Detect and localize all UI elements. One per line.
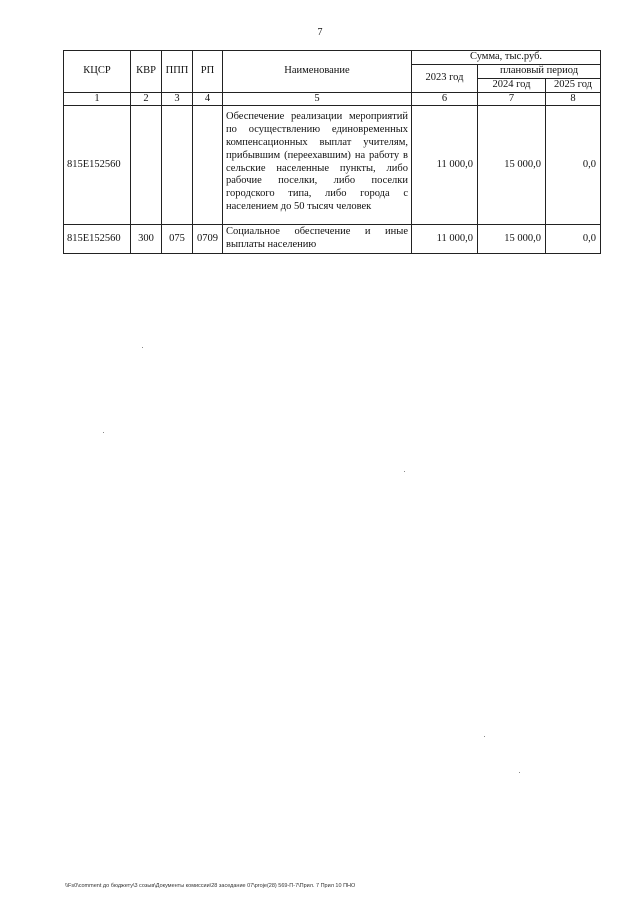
scan-speck — [142, 347, 143, 348]
scan-speck — [484, 736, 485, 737]
table-row — [64, 225, 601, 254]
header-year-2023: 2023 год — [412, 65, 478, 93]
column-number: 2 — [131, 92, 162, 106]
cell-ppp — [162, 106, 193, 225]
header-kvr: КВР — [131, 51, 162, 93]
scan-speck — [404, 471, 405, 472]
scan-speck — [519, 772, 520, 773]
header-rp: РП — [193, 51, 223, 93]
header-year-2024: 2024 год — [478, 78, 546, 92]
cell-rp — [193, 106, 223, 225]
cell-sum-2023: 11 000,0 — [412, 106, 478, 225]
column-number: 5 — [223, 92, 412, 106]
table-row — [64, 106, 601, 225]
header-row — [64, 51, 601, 65]
column-number: 4 — [193, 92, 223, 106]
header-kcsr: КЦСР — [64, 51, 131, 93]
column-number-row — [64, 92, 601, 106]
cell-sum-2023: 11 000,0 — [412, 225, 478, 254]
cell-name: Социальное обеспечение и иные выплаты населению — [223, 225, 412, 254]
cell-name: Обеспечение реализации мероприятий по осуществлению единовременных компенсационных выплат учителям, прибывшим (переехавшим) на работу в сельские населенные пункты, либо рабочие поселки, либо поселки городского типа, либо города с населением до 50 тысяч человек — [223, 106, 412, 225]
budget-table — [63, 50, 601, 254]
cell-sum-2024: 15 000,0 — [478, 225, 546, 254]
column-number: 6 — [412, 92, 478, 106]
header-year-2025: 2025 год — [546, 78, 601, 92]
cell-sum-2025: 0,0 — [546, 106, 601, 225]
scan-speck — [103, 432, 104, 433]
cell-kvr — [131, 106, 162, 225]
cell-kvr: 300 — [131, 225, 162, 254]
cell-kcsr: 815E152560 — [64, 106, 131, 225]
column-number: 1 — [64, 92, 131, 106]
header-sum: Сумма, тыс.руб. — [412, 51, 601, 65]
header-name: Наименование — [223, 51, 412, 93]
column-number: 8 — [546, 92, 601, 106]
page-number: 7 — [317, 27, 323, 38]
column-number: 3 — [162, 92, 193, 106]
column-number: 7 — [478, 92, 546, 106]
cell-sum-2025: 0,0 — [546, 225, 601, 254]
footer-file-path: \\Fs0\comment до бюджету\3 созыв\Документы комиссии\28 заседание 07\proje(28) 569-П-7\Прил. 7 Прил 10 ПНО — [65, 883, 356, 889]
header-planning-period: плановый период — [478, 65, 601, 79]
cell-rp: 0709 — [193, 225, 223, 254]
cell-sum-2024: 15 000,0 — [478, 106, 546, 225]
cell-ppp: 075 — [162, 225, 193, 254]
cell-kcsr: 815E152560 — [64, 225, 131, 254]
header-ppp: ППП — [162, 51, 193, 93]
